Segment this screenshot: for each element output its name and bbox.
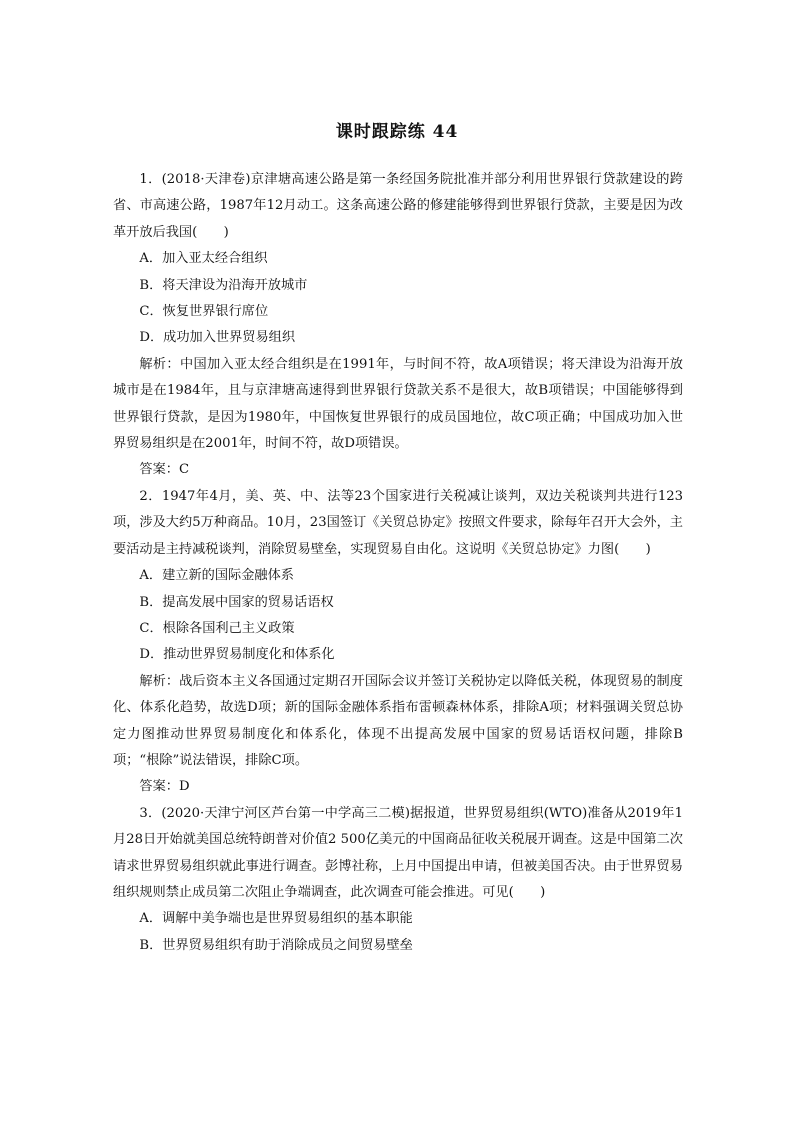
- question-1-stem: 1．(2018·天津卷)京津塘高速公路是第一条经国务院批准并部分利用世界银行贷款建设的跨省、市高速公路，1987年12月动工。这条高速公路的修建能够得到世界银行贷款，主要是因为改革开放后我国( ): [113, 172, 683, 240]
- question-3-stem: 3．(2020·天津宁河区芦台第一中学高三二模)据报道，世界贸易组织(WTO)准备从2019年1月28日开始就美国总统特朗普对价值2 500亿美元的中国商品征收关税展开调查。这是中国第二次请求世界贸易组织就此事进行调查。彭博社称，上月中国提出申请，但被美国否决。由于世界贸易组织规则禁止成员第二次阻止争端调查，此次调查可能会推进。可见( ): [113, 805, 683, 900]
- question-2-option-d: D．推动世界贸易制度化和体系化: [139, 647, 335, 663]
- question-3-option-a: A．调解中美争端也是世界贸易组织的基本职能: [139, 911, 413, 927]
- question-2-answer: 答案：D: [139, 779, 190, 795]
- question-1-answer: 答案：C: [139, 462, 190, 478]
- question-1-option-d: D．成功加入世界贸易组织: [139, 330, 296, 346]
- page-title: 课时跟踪练 44: [335, 122, 459, 142]
- question-2-stem: 2．1947年4月，美、英、中、法等23个国家进行关税减让谈判，双边关税谈判共进行123项，涉及大约5万种商品。10月，23国签订《关贸总协定》按照文件要求，除每年召开大会外，主要活动是主持减税谈判，消除贸易壁垒，实现贸易自由化。这说明《关贸总协定》力图( ): [113, 488, 683, 557]
- question-2-option-b: B．提高发展中国家的贸易话语权: [139, 594, 334, 610]
- question-2-option-a: A．建立新的国际金融体系: [139, 568, 294, 584]
- question-1-option-c: C．恢复世界银行席位: [139, 304, 269, 320]
- question-2-option-c: C．根除各国利己主义政策: [139, 620, 295, 636]
- question-3-option-b: B．世界贸易组织有助于消除成员之间贸易壁垒: [139, 937, 413, 953]
- question-1-analysis: 解析：中国加入亚太经合组织是在1991年，与时间不符，故A项错误；将天津设为沿海开放城市是在1984年，且与京津塘高速得到世界银行贷款关系不是很大，故B项错误；中国能够得到世界银行贷款，是因为1980年，中国恢复世界银行的成员国地位，故C项正确；中国成功加入世界贸易组织是在2001年，时间不符，故D项错误。: [113, 356, 683, 452]
- question-list: [113, 167, 683, 959]
- question-1-option-a: A．加入亚太经合组织: [139, 251, 268, 267]
- question-2-analysis: 解析：战后资本主义各国通过定期召开国际会议并签订关税协定以降低关税，体现贸易的制度化、体系化趋势，故选D项；新的国际金融体系指布雷顿森林体系，排除A项；材料强调关贸总协定力图推动世界贸易制度化和体系化，体现不出提高发展中国家的贸易话语权问题，排除B项；“根除”说法错误，排除C项。: [113, 673, 683, 768]
- question-1-option-b: B．将天津设为沿海开放城市: [139, 277, 308, 293]
